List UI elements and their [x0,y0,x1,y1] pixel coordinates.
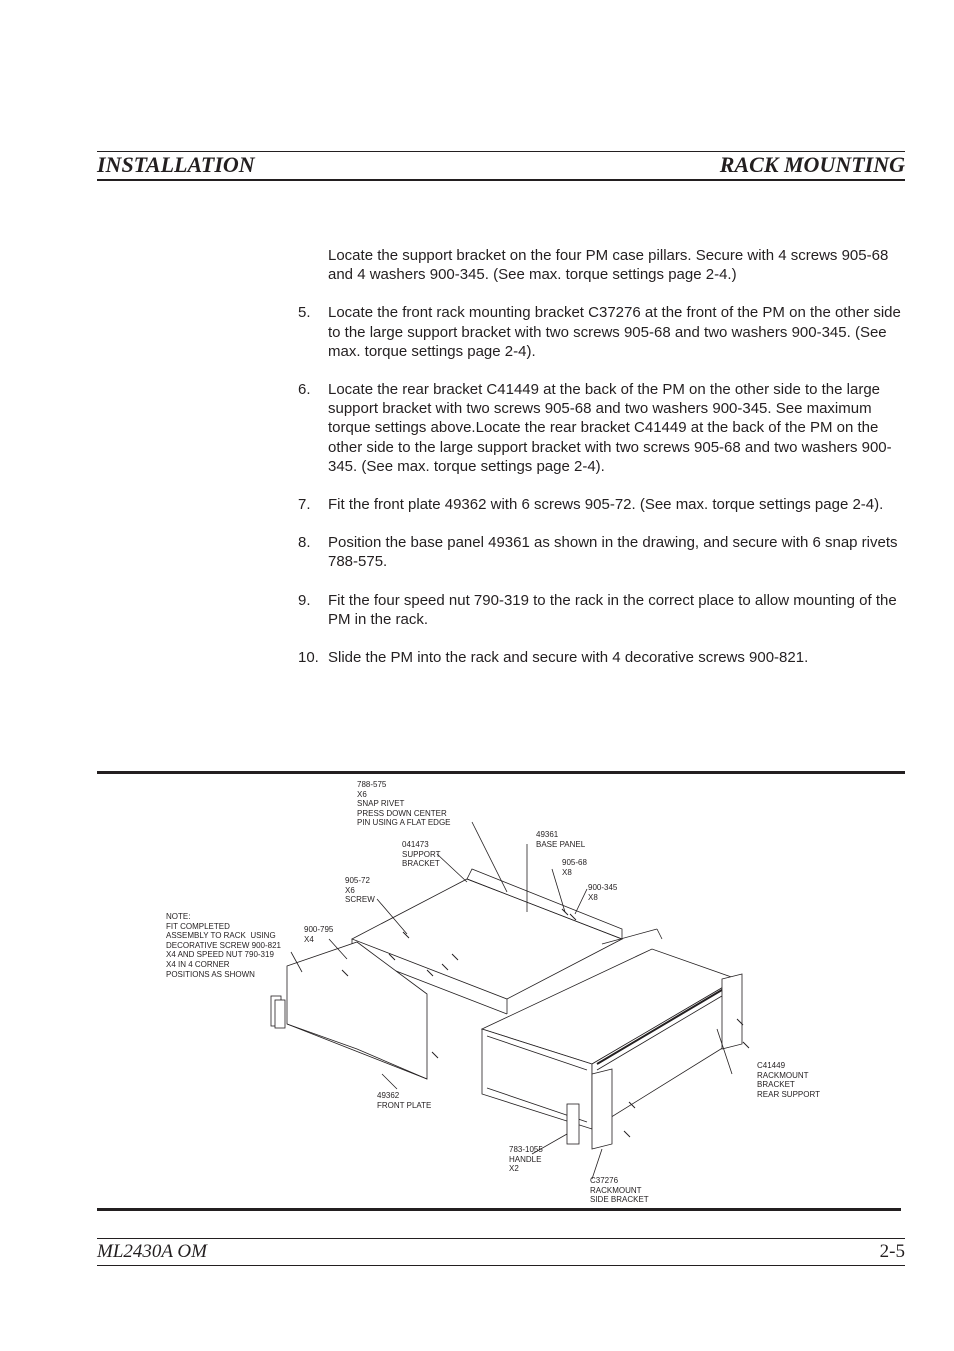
step-9 [298,591,910,629]
page-number: 2-5 [879,1241,905,1262]
handle-right [567,1104,579,1144]
front-plate-shape [287,942,427,1079]
step-number [298,246,328,284]
label-screw-905-68: 905-68 X8 [562,858,587,877]
label-front-plate: 49362 FRONT PLATE [377,1091,432,1110]
figure-rule-bottom [97,1208,901,1211]
header-rule-bottom [97,179,905,181]
exploded-view-illustration [97,774,905,1208]
assembly-drawing [97,774,905,1208]
label-washer-900-345: 900-345 X8 [588,883,618,902]
footer-rule-bottom [97,1265,905,1266]
step-text: Locate the front rack mounting bracket C37276 at the front of the PM on the other side to the large support bracket with two screws 905-68 and two washers 900-345. (See max. torque settings page 2-4). [328,304,901,360]
step-number: 9. [298,591,311,609]
step-number: 8. [298,534,311,552]
step-continued [298,246,910,284]
step-text: Locate the rear bracket C41449 at the back of the PM on the other side to the large support bracket with two screws 905-68 and two washers 900-345. See maximum torque settings above.Locate the rear bracket C41449 at the back of the PM on the other side to the large support bracket with two screws 905-68 and two washers 900-345. (See max. torque settings page 2-4). [328,381,892,475]
step-7 [298,495,910,514]
topic-title: RACK MOUNTING [719,152,905,177]
note-label: NOTE: FIT COMPLETED ASSEMBLY TO RACK USING DECORATIVE SCREW 900-821 X4 AND SPEED NUT 790-319 X4 IN 4 CORNER POSITIONS AS SHOWN [166,912,281,979]
procedure-steps [298,246,910,686]
label-side-bracket: C37276 RACKMOUNT SIDE BRACKET [590,1176,649,1205]
label-support-bracket: 041473 SUPPORT BRACKET [402,840,441,869]
rear-bracket-shape [722,974,742,1049]
label-screw-900-795: 900-795 X4 [304,925,334,944]
label-rear-bracket: C41449 RACKMOUNT BRACKET REAR SUPPORT [757,1061,820,1099]
section-title: INSTALLATION [97,152,255,177]
manual-name: ML2430A OM [97,1241,207,1262]
step-text: Slide the PM into the rack and secure with 4 decorative screws 900-821. [328,649,809,667]
step-6 [298,380,910,476]
step-10 [298,648,910,667]
label-handle: 783-1055 HANDLE X2 [509,1145,543,1174]
step-number: 10. [298,649,319,667]
step-number: 5. [298,304,311,322]
step-5 [298,303,910,361]
step-8 [298,533,910,571]
step-text: Fit the four speed nut 790-319 to the rack in the correct place to allow mounting of the PM in the rack. [328,591,897,628]
label-base-panel: 49361 BASE PANEL [536,830,586,849]
side-bracket-shape [592,1069,612,1149]
step-number: 6. [298,381,311,399]
footer-rule-top [97,1238,905,1239]
step-number: 7. [298,496,311,514]
step-text: Position the base panel 49361 as shown in the drawing, and secure with 6 snap rivets 788-575. [328,534,898,571]
label-screw-905-72: 905-72 X6 SCREW [345,876,375,905]
support-bracket-shape [467,869,622,939]
step-text: Fit the front plate 49362 with 6 screws 905-72. (See max. torque settings page 2-4). [328,496,884,514]
label-snap-rivet: 788-575 X6 SNAP RIVET PRESS DOWN CENTER PIN USING A FLAT EDGE [357,780,451,828]
step-text: Locate the support bracket on the four PM case pillars. Secure with 4 screws 905-68 and 4 washers 900-345. (See max. torque settings page 2-4.) [328,247,889,284]
